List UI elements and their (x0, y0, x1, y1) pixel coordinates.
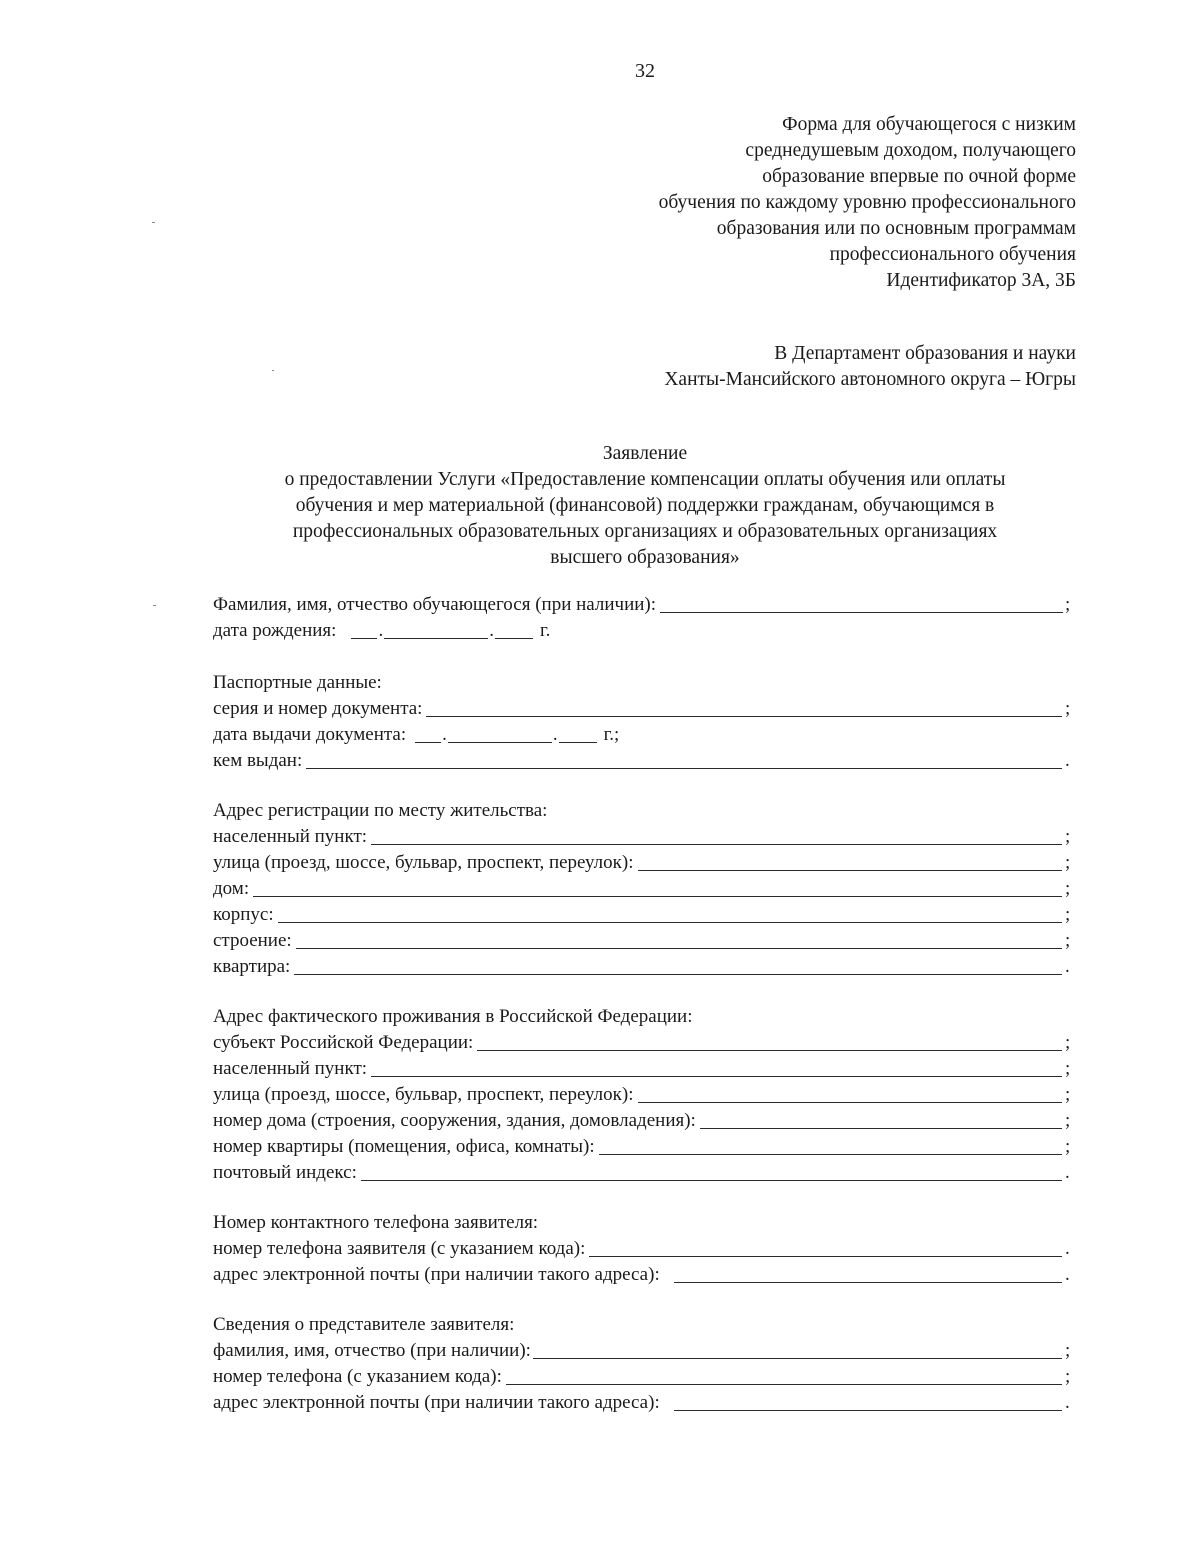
act-street-field[interactable] (213, 1082, 1073, 1108)
contact-phone-field[interactable] (213, 1236, 1073, 1262)
form-note-line: образование впервые по очной форме (762, 166, 1076, 187)
fill-line[interactable] (674, 1409, 1062, 1411)
field-label: серия и номер документа: (213, 698, 423, 719)
fill-line[interactable] (294, 973, 1062, 975)
act-region-field[interactable] (213, 1030, 1073, 1056)
student-name-field[interactable] (213, 592, 1073, 618)
form-note-line: Форма для обучающегося с низким (782, 114, 1076, 135)
representative-section (213, 1312, 1073, 1416)
field-label: дата выдачи документа: (213, 724, 407, 745)
field-end: . (1065, 1238, 1070, 1259)
fill-line[interactable] (361, 1179, 1062, 1181)
fill-line[interactable] (533, 1357, 1062, 1359)
registration-address-section (213, 798, 1073, 980)
student-section (213, 592, 1073, 644)
act-apartment-field[interactable] (213, 1134, 1073, 1160)
field-label: номер телефона (с указанием кода): (213, 1366, 502, 1387)
reg-structure-field[interactable] (213, 928, 1073, 954)
form-note-line: профессионального обучения (829, 244, 1076, 265)
field-end: ; (1065, 878, 1071, 899)
field-label: населенный пункт: (213, 826, 368, 847)
scan-speck (152, 222, 155, 223)
year-suffix: г. (539, 620, 551, 641)
birth-date-field[interactable] (213, 618, 1073, 644)
act-locality-field[interactable] (213, 1056, 1073, 1082)
scan-speck (272, 370, 274, 371)
fill-line[interactable] (674, 1281, 1062, 1283)
field-label: населенный пункт: (213, 1058, 368, 1079)
field-end: ; (1065, 930, 1071, 951)
field-end: ; (1065, 698, 1071, 719)
fill-line[interactable] (599, 1153, 1062, 1155)
addressee-line: Ханты-Мансийского автономного округа – Югры (664, 369, 1076, 390)
day-blank[interactable] (351, 637, 377, 639)
section-heading: Адрес фактического проживания в Российской Федерации: (213, 1006, 693, 1027)
field-end: . (1065, 1264, 1070, 1285)
fill-line[interactable] (660, 611, 1063, 613)
rep-email-field[interactable] (213, 1390, 1073, 1416)
fill-line[interactable] (700, 1127, 1062, 1129)
reg-locality-field[interactable] (213, 824, 1073, 850)
field-end: . (1065, 956, 1070, 977)
field-end: ; (1065, 1084, 1071, 1105)
form-identifier: Идентификатор 3А, 3Б (886, 270, 1076, 291)
application-title (212, 441, 1078, 571)
title-line: высшего образования» (550, 547, 740, 568)
field-label: номер квартиры (помещения, офиса, комнаты): (213, 1136, 595, 1157)
month-blank[interactable] (384, 637, 488, 639)
reg-apartment-field[interactable] (213, 954, 1073, 980)
day-blank[interactable] (415, 741, 441, 743)
fill-line[interactable] (296, 947, 1062, 949)
field-end: . (1065, 750, 1070, 771)
fill-line[interactable] (371, 843, 1062, 845)
fill-line[interactable] (306, 767, 1062, 769)
date-dot: . (552, 724, 558, 745)
field-label: субъект Российской Федерации: (213, 1032, 474, 1053)
passport-section (213, 670, 1073, 774)
field-label: дата рождения: (213, 620, 337, 641)
passport-issue-date-field[interactable] (213, 722, 1073, 748)
title-line: о предоставлении Услуги «Предоставление компенсации оплаты обучения или оплаты (284, 469, 1006, 490)
addressee-line: В Департамент образования и науки (774, 343, 1076, 364)
section-heading: Паспортные данные: (213, 672, 382, 693)
field-label: улица (проезд, шоссе, бульвар, проспект, переулок): (213, 852, 634, 873)
field-end: ; (1065, 1110, 1071, 1131)
fill-line[interactable] (253, 895, 1062, 897)
fill-line[interactable] (638, 1101, 1062, 1103)
field-label: корпус: (213, 904, 274, 925)
scan-speck (153, 605, 156, 606)
field-label: Фамилия, имя, отчество обучающегося (при наличии): (213, 594, 657, 615)
form-note-line: среднедушевым доходом, получающего (745, 140, 1076, 161)
rep-name-field[interactable] (213, 1338, 1073, 1364)
act-postal-code-field[interactable] (213, 1160, 1073, 1186)
reg-building-field[interactable] (213, 902, 1073, 928)
field-end: ; (1065, 594, 1071, 615)
form-sections (213, 592, 1073, 1440)
fill-line[interactable] (278, 921, 1062, 923)
section-heading: Сведения о представителе заявителя: (213, 1314, 515, 1335)
reg-street-field[interactable] (213, 850, 1073, 876)
section-heading: Номер контактного телефона заявителя: (213, 1212, 539, 1233)
field-label: адрес электронной почты (при наличии такого адреса): (213, 1392, 660, 1413)
field-label: адрес электронной почты (при наличии такого адреса): (213, 1264, 660, 1285)
field-label: строение: (213, 930, 292, 951)
title-heading: Заявление (602, 443, 688, 464)
fill-line[interactable] (426, 715, 1062, 717)
actual-address-section (213, 1004, 1073, 1186)
passport-series-field[interactable] (213, 696, 1073, 722)
fill-line[interactable] (477, 1049, 1062, 1051)
field-end: ; (1065, 826, 1071, 847)
form-note (659, 112, 1076, 294)
field-label: кем выдан: (213, 750, 303, 771)
field-end: . (1065, 1162, 1070, 1183)
section-heading: Адрес регистрации по месту жительства: (213, 800, 548, 821)
month-blank[interactable] (448, 741, 552, 743)
field-label: улица (проезд, шоссе, бульвар, проспект, переулок): (213, 1084, 634, 1105)
page-number: 32 (635, 60, 655, 82)
form-note-line: образования или по основным программам (716, 218, 1076, 239)
passport-issued-by-field[interactable] (213, 748, 1073, 774)
field-end: ; (1065, 904, 1071, 925)
addressee (664, 341, 1076, 393)
field-end: ; (1065, 1340, 1071, 1361)
field-label: номер телефона заявителя (с указанием кода): (213, 1238, 586, 1259)
field-end: ; (1065, 1058, 1071, 1079)
year-blank[interactable] (559, 741, 597, 743)
contact-email-field[interactable] (213, 1262, 1073, 1288)
contact-section (213, 1210, 1073, 1288)
field-end: ; (1065, 1032, 1071, 1053)
fill-line[interactable] (506, 1383, 1062, 1385)
field-label: квартира: (213, 956, 291, 977)
year-suffix: г.; (603, 724, 620, 745)
act-house-field[interactable] (213, 1108, 1073, 1134)
rep-phone-field[interactable] (213, 1364, 1073, 1390)
field-label: номер дома (строения, сооружения, здания, домовладения): (213, 1110, 696, 1131)
date-dot: . (378, 620, 384, 641)
title-line: обучения и мер материальной (финансовой) поддержки гражданам, обучающимся в (295, 495, 995, 516)
field-end: ; (1065, 1136, 1071, 1157)
field-end: ; (1065, 1366, 1071, 1387)
field-label: дом: (213, 878, 250, 899)
date-dot: . (442, 724, 447, 745)
form-note-line: обучения по каждому уровню профессионального (658, 192, 1076, 213)
field-end: . (1065, 1392, 1070, 1413)
fill-line[interactable] (371, 1075, 1062, 1077)
fill-line[interactable] (638, 869, 1062, 871)
field-label: почтовый индекс: (213, 1162, 357, 1183)
year-blank[interactable] (495, 637, 533, 639)
title-line: профессиональных образовательных организациях и образовательных организациях (292, 521, 998, 542)
field-end: ; (1065, 852, 1071, 873)
reg-house-field[interactable] (213, 876, 1073, 902)
date-dot: . (489, 620, 494, 641)
fill-line[interactable] (589, 1255, 1062, 1257)
field-label: фамилия, имя, отчество (при наличии): (213, 1340, 531, 1361)
